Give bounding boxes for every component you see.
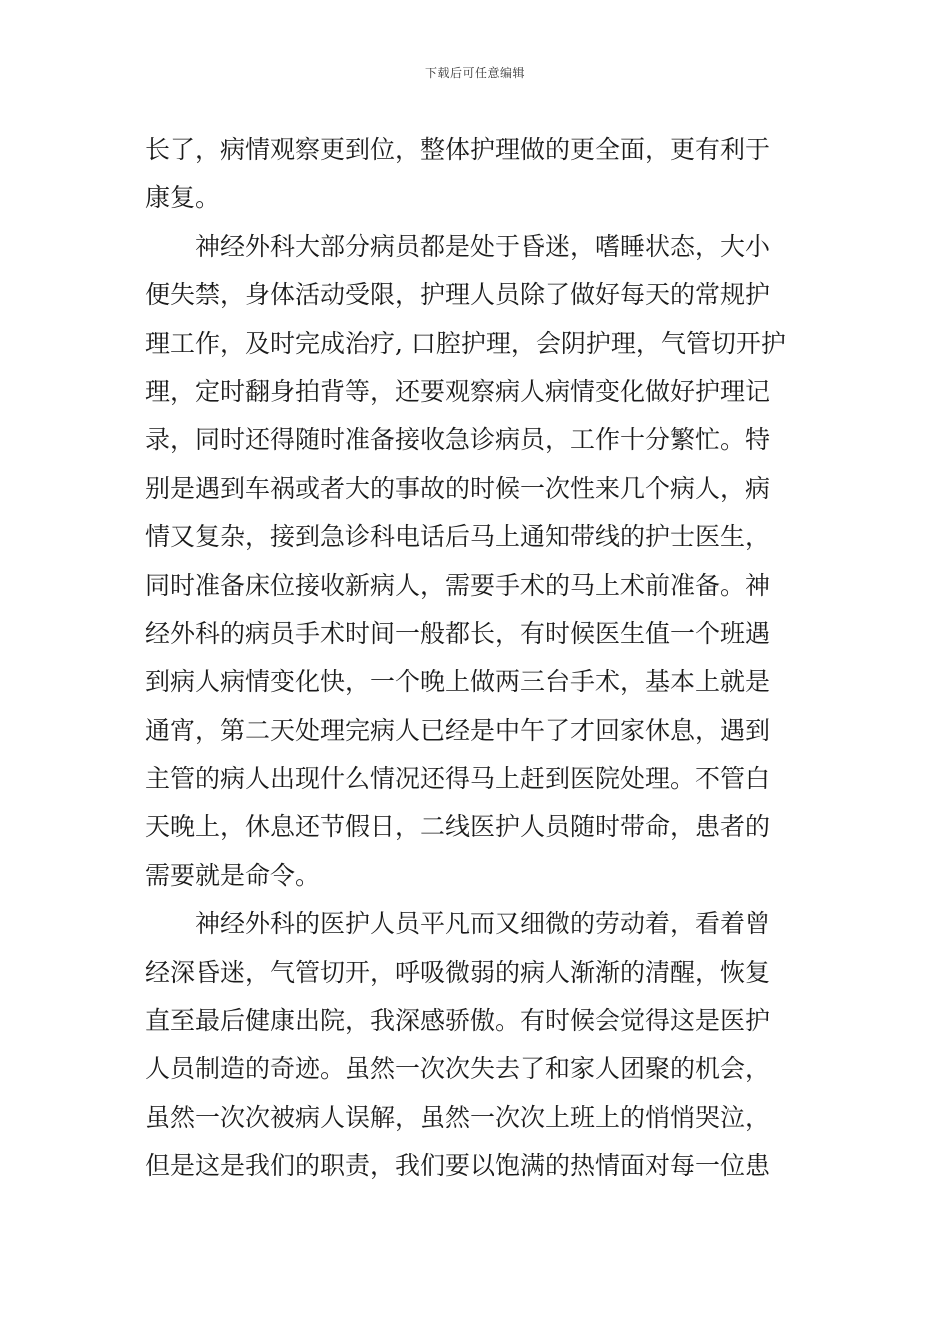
text-line: 情又复杂，接到急诊科电话后马上通知带线的护士医生， — [145, 522, 771, 552]
text-line: 理工作，及时完成治疗, 口腔护理，会阴护理，气管切开护 — [145, 328, 786, 358]
text-line: 长了，病情观察更到位，整体护理做的更全面，更有利于 — [145, 135, 771, 164]
text-line: 经深昏迷，气管切开，呼吸微弱的病人渐渐的清醒，恢复 — [145, 957, 771, 987]
text-line: 康复。 — [145, 183, 221, 213]
text-line: 需要就是命令。 — [145, 860, 321, 890]
text-line: 别是遇到车祸或者大的事故的时候一次性来几个病人，病 — [145, 473, 771, 503]
text-line: 人员制造的奇迹。虽然一次次失去了和家人团聚的机会， — [145, 1054, 771, 1084]
text-line: 通宵，第二天处理完病人已经是中午了才回家休息，遇到 — [145, 715, 771, 745]
text-line: 主管的病人出现什么情况还得马上赶到医院处理。不管白 — [145, 764, 771, 794]
text-line: 直至最后健康出院，我深感骄傲。有时候会觉得这是医护 — [145, 1006, 771, 1036]
document-body — [145, 126, 809, 1191]
text-line: 虽然一次次被病人误解，虽然一次次上班上的悄悄哭泣， — [145, 1102, 771, 1132]
paragraph-first-line: 神经外科大部分病员都是处于昏迷，嗜睡状态，大小 — [195, 231, 771, 261]
page-header: 下载后可任意编辑 — [424, 66, 525, 80]
text-line: 天晚上，休息还节假日，二线医护人员随时带命，患者的 — [145, 812, 771, 842]
text-line: 同时准备床位接收新病人，需要手术的马上术前准备。神 — [145, 570, 771, 600]
text-line: 但是这是我们的职责，我们要以饱满的热情面对每一位患 — [145, 1151, 771, 1181]
text-line: 经外科的病员手术时间一般都长，有时候医生值一个班遇 — [145, 618, 771, 648]
text-line: 到病人病情变化快，一个晚上做两三台手术，基本上就是 — [145, 667, 771, 697]
text-line: 录，同时还得随时准备接收急诊病员，工作十分繁忙。特 — [145, 425, 771, 455]
text-line: 理，定时翻身拍背等，还要观察病人病情变化做好护理记 — [145, 376, 771, 406]
paragraph-first-line: 神经外科的医护人员平凡而又细微的劳动着，看着曾 — [195, 909, 771, 939]
text-line: 便失禁，身体活动受限，护理人员除了做好每天的常规护 — [145, 280, 771, 310]
